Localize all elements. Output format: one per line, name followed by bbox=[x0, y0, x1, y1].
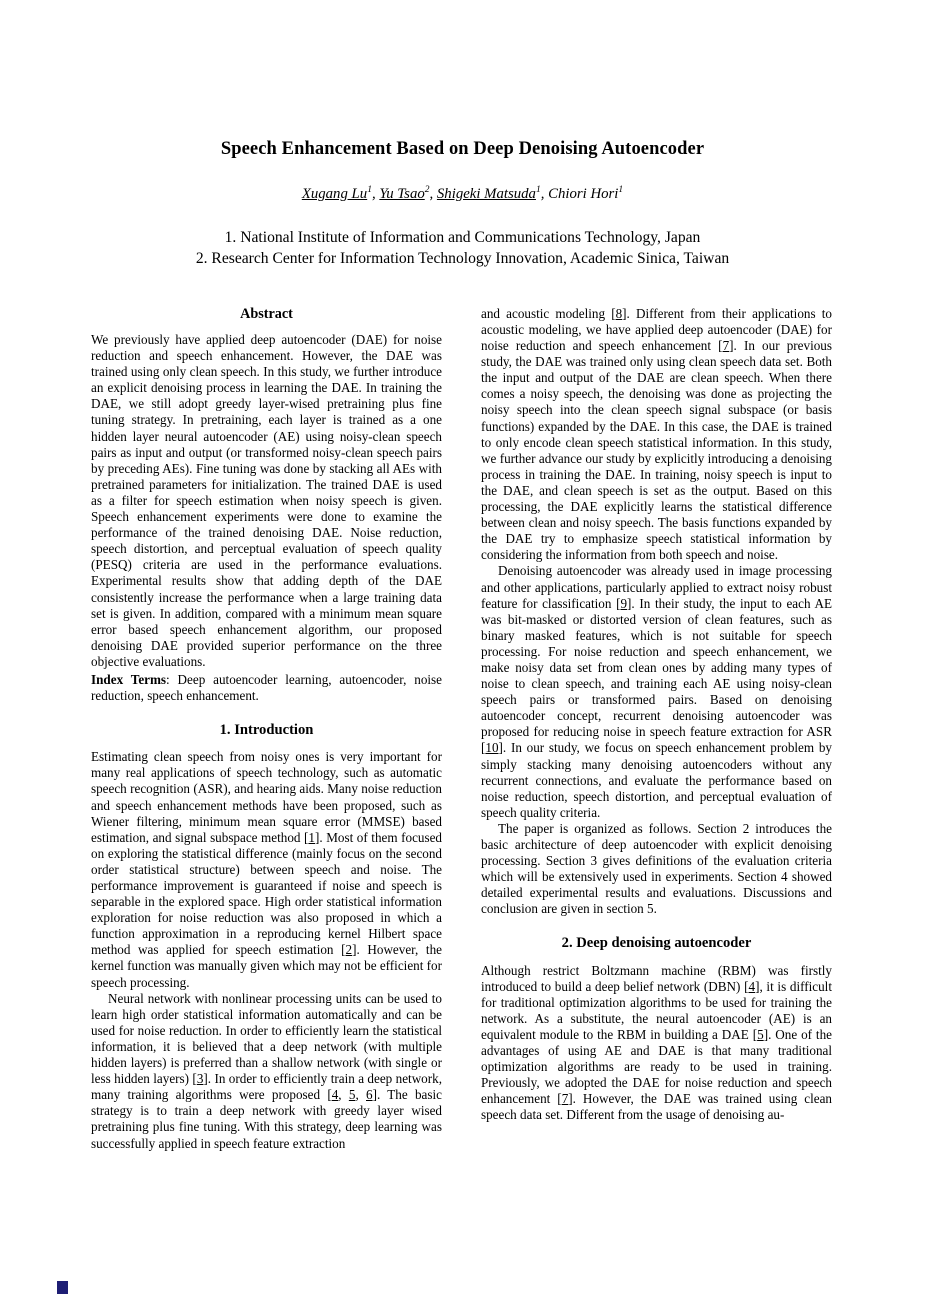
author-affiliation-mark: 1 bbox=[618, 185, 624, 195]
intro-paragraph-2-continuation: and acoustic modeling [8]. Different from their applications to acoustic modeling, we have applied deep autoencoder (DAE) for noise reduction and speech enhancement [7]. In our previous study, the DAE was trained only using clean speech data set. Both the input and output of the DAE are clean speech. When there comes a noisy speech, the denoising was done as projecting the noisy speech into the clean speech signal subspace (or basis functions) expanded by the DAE. In this case, the DAE is trained to only encode clean speech statistical information. In this study, we further advance our study by explicitly introducing a denoising process in training the DAE. In training, noisy speech is input to the DAE, and clean speech is set as the output. Based on this processing, the DAE explicitly learns the statistical difference between clean and noisy speech. The basis functions expanded by the DAE try to emphasize speech statistical information by considering the information from both speech and noise. bbox=[481, 305, 832, 563]
citation-link[interactable]: 8 bbox=[615, 305, 623, 321]
author-separator: , bbox=[540, 185, 549, 202]
citation-link[interactable]: 3 bbox=[196, 1071, 204, 1087]
intro-paragraph-1: Estimating clean speech from noisy ones is very important for many real applications of speech technology, such as automatic speech recognition (ASR), and hearing aids. Many noise reduction and speech enhancement methods have been proposed, such as Wiener filtering, minimum mean square error (MMSE) based estimation, and signal subspace method [1]. Most of them focused on exploring the statistical difference (mainly focus on the second order statistical structure) between speech and noise. The performance improvement is guaranteed if noise and speech is separable in the explored space. High order statistical information exploration for noise reduction was also proposed in which a function approximation in a reproducing kernel Hilbert space method was applied for speech estimation [2]. However, the kernel function was manually given which may not be efficient for speech processing. bbox=[91, 749, 442, 990]
left-column bbox=[91, 306, 442, 1152]
affiliation-block bbox=[0, 227, 925, 269]
intro-paragraph-3: Denoising autoencoder was already used in image processing and other applications, particularly applied to extract noisy robust feature for classification [9]. In their study, the input to each AE was bit-masked or distorted version of clean features, such as binary masked features, which is not suitable for speech processing. For noise reduction and speech enhancement, we make noisy data set from clean ones by adding many types of noise to clean speech, and training each AE using noisy-clean speech pairs or transformed pairs. Based on denoising autoencoder concept, recurrent denoising autoencoder was proposed for reducing noise in speech feature extraction for ASR [10]. In our study, we focus on speech enhancement problem by simply stacking many denoising autoencoders without any recurrent connections, and evaluate the performance based on noise reduction, speech distortion, and perceptual evaluation of speech quality criteria. bbox=[481, 563, 832, 820]
abstract-heading: Abstract bbox=[240, 305, 293, 322]
two-column-body bbox=[0, 306, 925, 1152]
affiliation-1: 1. National Institute of Information and Communications Technology, Japan bbox=[224, 228, 701, 246]
author-separator: , bbox=[371, 185, 380, 202]
author-shigeki-matsuda[interactable] bbox=[437, 186, 541, 202]
affiliation-2: 2. Research Center for Information Technology Innovation, Academic Sinica, Taiwan bbox=[195, 249, 730, 267]
author-name[interactable]: Yu Tsao bbox=[379, 185, 425, 202]
citation-link[interactable]: 4 bbox=[748, 978, 756, 994]
author-name[interactable]: Xugang Lu bbox=[301, 185, 368, 202]
dae-paragraph-1: Although restrict Boltzmann machine (RBM) was firstly introduced to build a deep belief network (DBN) [4], it is difficult for traditional optimization algorithms to be used for training the network. As a substitute, the neural autoencoder (AE) is an equivalent module to the RBM in building a DAE [5]. One of the advantages of using AE and DAE is that many traditional optimization algorithms are ready to be used in training. Previously, we adopted the DAE for noise reduction and speech enhancement [7]. However, the DAE was trained using clean speech data set. Different from the usage of denoising au- bbox=[481, 962, 832, 1123]
citation-link[interactable]: 4 bbox=[331, 1087, 339, 1103]
author-affiliation-mark: 1 bbox=[367, 185, 372, 195]
index-terms-text: : Deep autoencoder learning, autoencoder, noise reduction, speech enhancement. bbox=[91, 671, 442, 704]
citation-link[interactable]: 5 bbox=[348, 1087, 356, 1103]
author-affiliation-mark: 1 bbox=[535, 185, 541, 195]
index-terms bbox=[91, 672, 442, 704]
author-yu-tsao[interactable] bbox=[379, 186, 429, 202]
author-list bbox=[0, 185, 925, 203]
citation-link[interactable]: 6 bbox=[366, 1087, 373, 1103]
section-heading-introduction: 1. Introduction bbox=[219, 722, 314, 739]
author-chiori-hori bbox=[548, 186, 623, 202]
citation-link[interactable]: 2 bbox=[345, 942, 353, 958]
citation-link[interactable]: 10 bbox=[485, 740, 499, 756]
author-xugang-lu[interactable] bbox=[302, 186, 372, 202]
citation-link[interactable]: 7 bbox=[561, 1091, 569, 1107]
citation-link[interactable]: 9 bbox=[620, 595, 628, 611]
paper-title: Speech Enhancement Based on Deep Denoising Autoencoder bbox=[220, 139, 705, 159]
intro-paragraph-2: Neural network with nonlinear processing units can be used to learn high order statistical information automatically and can be used for noise reduction. In order to efficiently learn the statistical information, it is believed that a deep network (with multiple hidden layers) is preferred than a shallow network (with single or less hidden layers) [3]. In order to efficiently train a deep network, many training algorithms were proposed [4, 5, 6]. The basic strategy is to train a deep network with greedy layer wised pretraining plus fine tuning. With this strategy, deep learning was successfully applied in speech feature extraction bbox=[91, 990, 442, 1151]
citation-link[interactable]: 1 bbox=[308, 829, 315, 845]
section-heading-dae: 2. Deep denoising autoencoder bbox=[561, 935, 752, 952]
citation-link[interactable]: 7 bbox=[722, 338, 730, 354]
intro-paragraph-4: The paper is organized as follows. Section 2 introduces the basic architecture of deep autoencoder with explicit denoising processing. Section 3 gives definitions of the evaluation criteria which will be extensively used in experiments. Section 4 showed detailed experimental results and evaluations. Discussions and conclusion are given in section 5. bbox=[481, 820, 832, 917]
author-separator: , bbox=[429, 185, 437, 202]
page-corner-mark bbox=[57, 1281, 68, 1294]
citation-link[interactable]: 5 bbox=[757, 1026, 764, 1042]
abstract-paragraph: We previously have applied deep autoencoder (DAE) for noise reduction and speech enhancement. However, the DAE was trained using only clean speech. In this study, we further introduce an explicit denoising process in learning the DAE. In training the DAE, we still adopt greedy layer-wised pretraining plus fine tuning strategy. In pretraining, each layer is trained as a one hidden layer neural autoencoder (AE) using noisy-clean speech pairs as input and output (or transformed noisy-clean speech pairs by preceding AEs). Fine tuning was done by stacking all AEs with pretrained parameters for initialization. The trained DAE is used as a filter for speech estimation when noisy speech is given. Speech enhancement experiments were done to examine the performance of the trained denoising DAE. Noise reduction, speech distortion, and perceptual evaluation of speech quality (PESQ) criteria are used in the performance evaluations. Experimental results show that adding depth of the DAE consistently increase the performance when a large training data set is given. In addition, compared with a minimum mean square error based speech enhancement algorithm, our proposed denoising DAE provided superior performance on the three objective evaluations. bbox=[91, 332, 442, 669]
author-affiliation-mark: 2 bbox=[424, 185, 430, 195]
author-name[interactable]: Shigeki Matsuda bbox=[436, 185, 536, 202]
author-name: Chiori Hori bbox=[548, 185, 619, 202]
index-terms-label: Index Terms bbox=[91, 671, 167, 687]
right-column bbox=[481, 306, 832, 1152]
